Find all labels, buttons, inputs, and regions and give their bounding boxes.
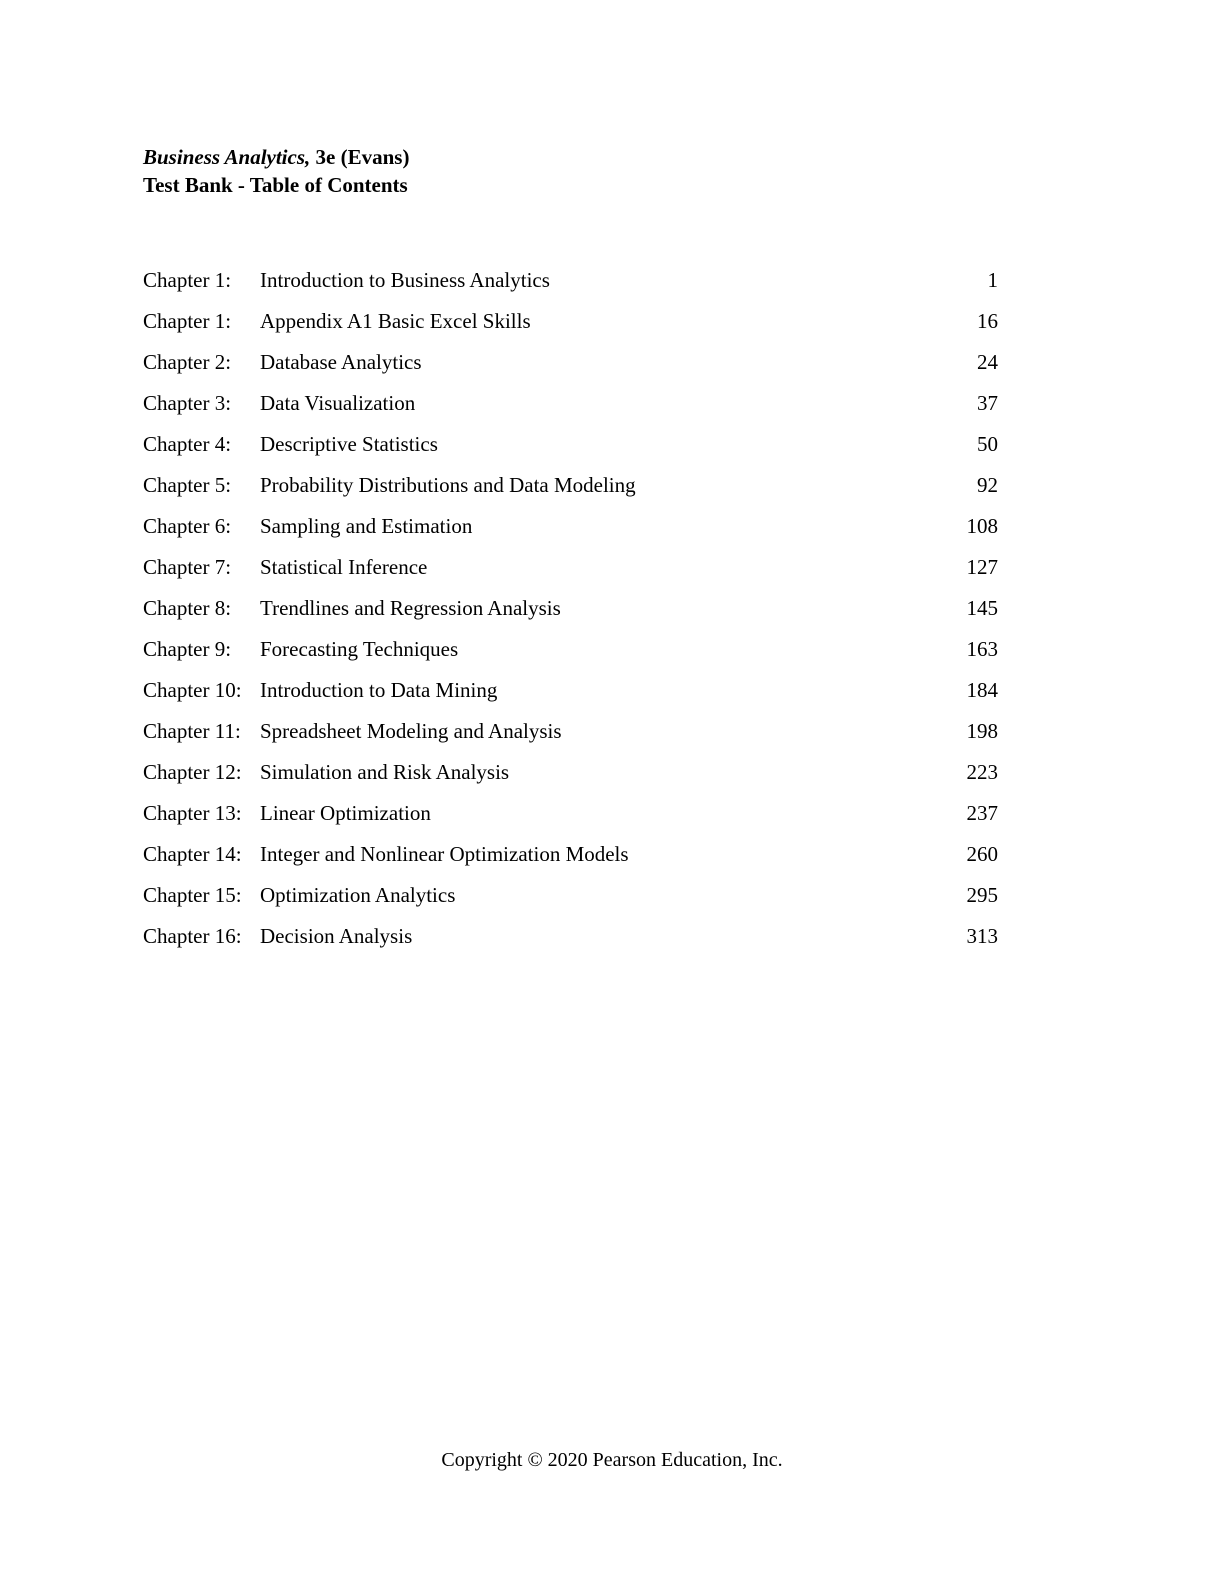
chapter-page: 37 (977, 391, 998, 415)
chapter-page: 127 (966, 555, 998, 579)
chapter-page: 223 (966, 760, 998, 784)
chapter-label: Chapter 4: (143, 432, 232, 456)
chapter-page: 237 (966, 801, 998, 825)
chapter-title: Introduction to Data Mining (260, 678, 498, 702)
copyright-footer: Copyright © 2020 Pearson Education, Inc. (441, 1449, 783, 1471)
chapter-title: Database Analytics (260, 350, 422, 374)
chapter-label: Chapter 11: (143, 719, 241, 743)
chapter-label: Chapter 9: (143, 637, 232, 661)
toc-row (143, 549, 998, 590)
toc-row (143, 713, 998, 754)
chapter-page: 92 (977, 473, 998, 497)
chapter-title: Statistical Inference (260, 555, 428, 579)
toc-row (143, 426, 998, 467)
chapter-label: Chapter 2: (143, 350, 232, 374)
table-of-contents (143, 262, 998, 959)
chapter-page: 163 (966, 637, 998, 661)
chapter-page: 1 (987, 268, 998, 292)
chapter-page: 108 (966, 514, 998, 538)
toc-row (143, 754, 998, 795)
document-subtitle: Test Bank - Table of Contents (143, 173, 408, 197)
chapter-page: 295 (966, 883, 998, 907)
chapter-page: 313 (966, 924, 998, 948)
chapter-label: Chapter 6: (143, 514, 232, 538)
chapter-page: 260 (966, 842, 998, 866)
toc-row (143, 877, 998, 918)
chapter-page: 184 (966, 678, 998, 702)
toc-row (143, 303, 998, 344)
toc-row (143, 590, 998, 631)
chapter-title: Introduction to Business Analytics (260, 268, 550, 292)
title-line (143, 143, 409, 171)
chapter-label: Chapter 12: (143, 760, 242, 784)
chapter-title: Integer and Nonlinear Optimization Models (260, 842, 629, 866)
chapter-label: Chapter 1: (143, 309, 232, 333)
chapter-page: 50 (977, 432, 998, 456)
chapter-title: Sampling and Estimation (260, 514, 473, 538)
toc-row (143, 467, 998, 508)
chapter-label: Chapter 7: (143, 555, 232, 579)
chapter-page: 24 (977, 350, 998, 374)
book-title: Business Analytics, (143, 145, 311, 169)
chapter-page: 145 (966, 596, 998, 620)
chapter-title: Data Visualization (260, 391, 416, 415)
toc-row (143, 672, 998, 713)
chapter-title: Forecasting Techniques (260, 637, 459, 661)
toc-row (143, 631, 998, 672)
chapter-label: Chapter 16: (143, 924, 242, 948)
chapter-title: Linear Optimization (260, 801, 431, 825)
chapter-title: Trendlines and Regression Analysis (260, 596, 561, 620)
chapter-label: Chapter 13: (143, 801, 242, 825)
chapter-label: Chapter 14: (143, 842, 242, 866)
toc-row (143, 385, 998, 426)
toc-row (143, 918, 998, 959)
chapter-title: Probability Distributions and Data Modeling (260, 473, 636, 497)
chapter-title: Simulation and Risk Analysis (260, 760, 510, 784)
chapter-label: Chapter 10: (143, 678, 242, 702)
toc-row (143, 836, 998, 877)
toc-row (143, 508, 998, 549)
chapter-label: Chapter 1: (143, 268, 232, 292)
chapter-page: 198 (966, 719, 998, 743)
chapter-label: Chapter 8: (143, 596, 232, 620)
chapter-title: Optimization Analytics (260, 883, 456, 907)
chapter-label: Chapter 3: (143, 391, 232, 415)
toc-row (143, 795, 998, 836)
chapter-title: Appendix A1 Basic Excel Skills (260, 309, 531, 333)
document-header (143, 143, 409, 199)
toc-row (143, 344, 998, 385)
chapter-title: Descriptive Statistics (260, 432, 438, 456)
chapter-label: Chapter 5: (143, 473, 232, 497)
toc-row (143, 262, 998, 303)
chapter-title: Decision Analysis (260, 924, 413, 948)
chapter-title: Spreadsheet Modeling and Analysis (260, 719, 562, 743)
book-edition: 3e (Evans) (310, 145, 410, 169)
chapter-page: 16 (977, 309, 998, 333)
chapter-label: Chapter 15: (143, 883, 242, 907)
